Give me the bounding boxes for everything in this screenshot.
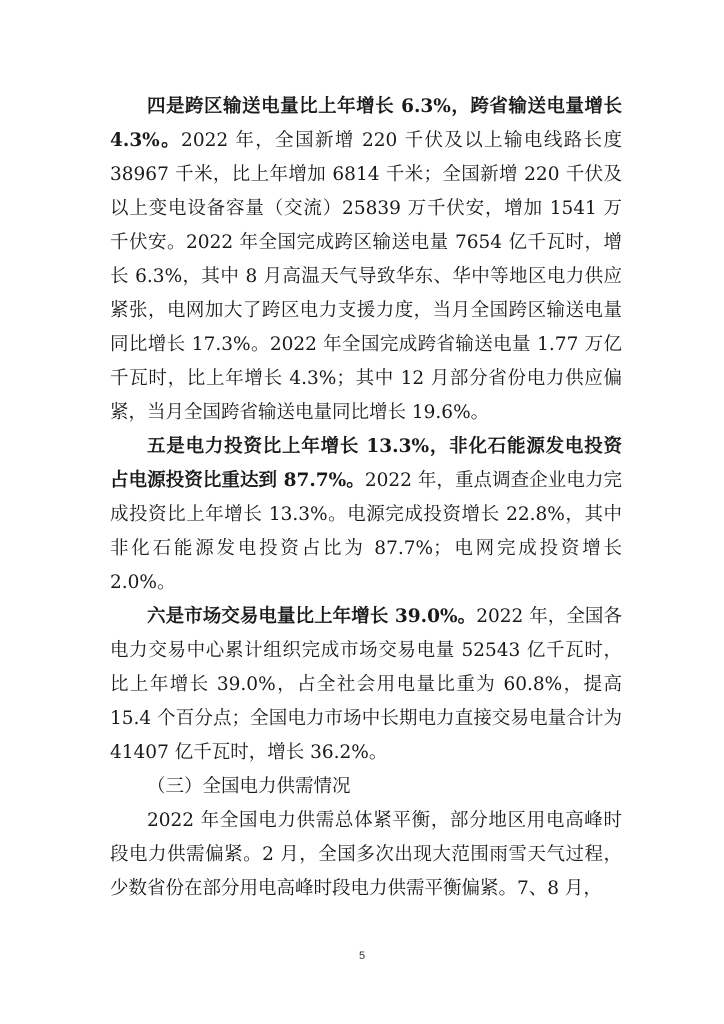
paragraph-lead: 六是市场交易电量比上年增长 39.0%。 bbox=[147, 606, 477, 627]
paragraph-cross-region-transmission bbox=[110, 90, 622, 430]
paragraph-text: 2022 年，重点调查企业电力完成投资比上年增长 13.3%。电源完成投资增长 22.8%，其中非化石能源发电投资占比为 87.7%；电网完成投资增长 2.0%。 bbox=[110, 470, 623, 593]
paragraph-supply-demand: 2022 年全国电力供需总体紧平衡，部分地区用电高峰时段电力供需偏紧。2 月，全国多次出现大范围雨雪天气过程，少数省份在部分用电高峰时段电力供需平衡偏紧。7、8 月， bbox=[110, 810, 622, 899]
section-heading: （三）全国电力供需情况 bbox=[147, 776, 351, 797]
paragraph-text: 2022 年，全国新增 220 千伏及以上输电线路长度 38967 千米，比上年增加 6814 千米；全国新增 220 千伏及以上变电设备容量（交流）25839 万千伏安，增加 1541 万千伏安。2022 年全国完成跨区输送电量 7654 亿千瓦时，增长 6.3%，其中 8 月高温天气导致华东、华中等地区电力供应紧张，电网加大了跨区电力支援力度，当月全国跨区输送电量同比增长 17.3%。2022 年全国完成跨省输送电量 1.77 万亿千瓦时，比上年增长 4.3%；其中 12 月部分省份电力供应偏紧，当月全国跨省输送电量同比增长 19.6%。 bbox=[110, 130, 622, 423]
body-text bbox=[110, 90, 622, 906]
paragraph-lead: 五是电力投资比上年增长 13.3%，非化石能源发电投资占电源投资比重达到 87.7%。 bbox=[110, 436, 622, 491]
paragraph-text: 2022 年，全国各电力交易中心累计组织完成市场交易电量 52543 亿千瓦时，比上年增长 39.0%，占全社会用电量比重为 60.8%，提高 15.4 个百分点；全国电力市场中长期电力直接交易电量合计为 41407 亿千瓦时，增长 36.2%。 bbox=[110, 606, 622, 763]
paragraph-power-investment bbox=[110, 430, 622, 600]
paragraph-lead: 四是跨区输送电量比上年增长 6.3%，跨省输送电量增长 4.3%。 bbox=[110, 96, 622, 151]
page-number: 5 bbox=[358, 950, 366, 962]
paragraph-market-trading bbox=[110, 600, 622, 770]
